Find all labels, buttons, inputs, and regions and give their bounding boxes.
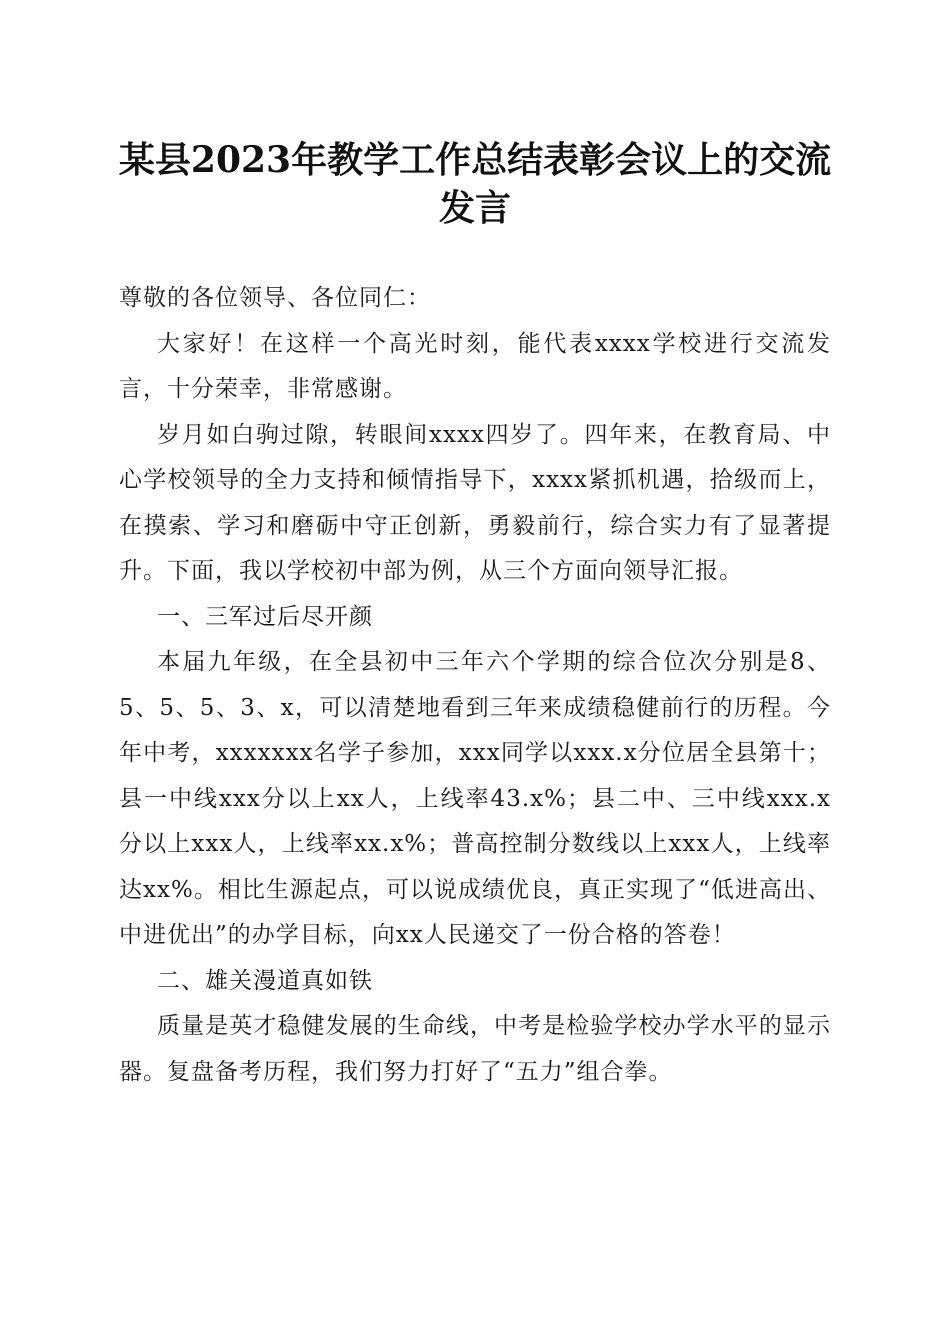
greeting: 尊敬的各位领导、各位同仁： [119, 285, 431, 311]
section-1-heading: 一、三军过后尽开颜 [157, 603, 373, 630]
section-2-heading: 二、雄关漫道真如铁 [157, 967, 373, 994]
paragraph-opening: 大家好！在这样一个高光时刻，能代表xxxx学校进行交流发言，十分荣幸，非常感谢。 [119, 330, 831, 402]
section-2-paragraph: 质量是英才稳健发展的生命线，中考是检验学校办学水平的显示器。复盘备考历程，我们努力打好了“五力”组合拳。 [119, 1013, 831, 1085]
document-body [119, 276, 831, 1095]
document-title-line-2: 发言 [438, 187, 511, 229]
paragraph-introduction: 岁月如白驹过隙，转眼间xxxx四岁了。四年来，在教育局、中心学校领导的全力支持和倾情指导下，xxxx紧抓机遇，拾级而上，在摸索、学习和磨砺中守正创新，勇毅前行，综合实力有了显著提升。下面，我以学校初中部为例，从三个方面向领导汇报。 [119, 421, 831, 584]
document-title-line-1: 某县2023年教学工作总结表彰会议上的交流 [118, 139, 832, 181]
section-1-paragraph: 本届九年级，在全县初中三年六个学期的综合位次分别是8、5、5、5、3、x，可以清楚地看到三年来成绩稳健前行的历程。今年中考，xxxxxxx名学子参加，xxx同学以xxx.x分位居全县第十；县一中线xxx分以上xx人，上线率43.x%；县二中、三中线xxx.x分以上xxx人，上线率xx.x%；普高控制分数线以上xxx人，上线率达xx%。相比生源起点，可以说成绩优良，真正实现了“低进高出、中进优出”的办学目标，向xx人民递交了一份合格的答卷！ [119, 649, 831, 948]
